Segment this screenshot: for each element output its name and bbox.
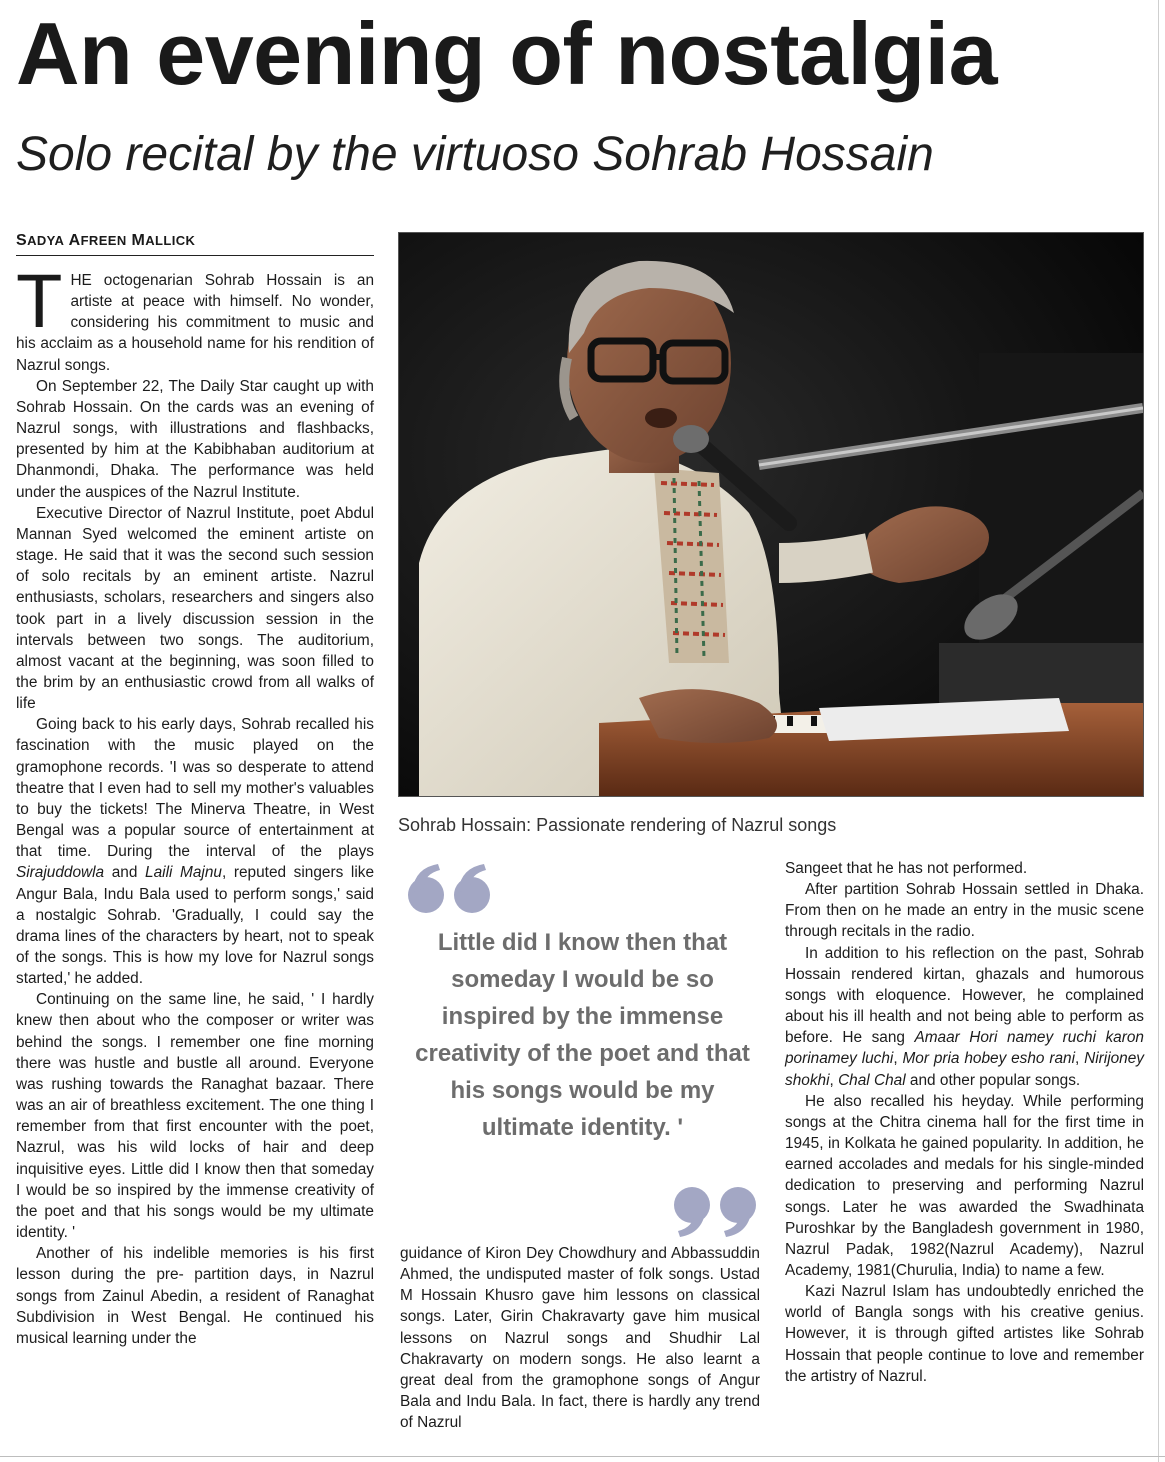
song-title-chal-chal: Chal Chal <box>838 1071 906 1089</box>
byline <box>16 232 374 256</box>
paragraph-4 <box>16 714 374 989</box>
paragraph-8 <box>785 943 1144 1091</box>
article-column-3 <box>785 858 1144 1387</box>
song-title-nirijoney-shokhi: Nirijoney shokhi <box>785 1050 1144 1089</box>
byline-last-rest: ALLICK <box>145 233 196 248</box>
paragraph-4-text-c: , reputed singers like Angur Bala, Indu Bala used to perform songs,' said a nostalgic Sohrab. 'Gradually, I could say the drama lines of the characters by heart, not to speak of the songs. This is how my love for Nazrul songs started,' he added. <box>16 864 375 988</box>
photo-illustration <box>399 233 1143 796</box>
paragraph-3: Executive Director of Nazrul Institute, poet Abdul Mannan Syed welcomed the eminent artiste on stage. He said that it was the second such session of solo recitals by an eminent artiste. Nazrul enthusiasts, scholars, researchers and singers also took part in a lively discussion session in the intervals between two songs. The auditorium, almost vacant at the beginning, was soon filled to the brim by an enthusiastic crowd from all walks of life <box>16 504 374 713</box>
paragraph-4-text-b: and <box>104 864 146 882</box>
paragraph-6-end: Sangeet that he has not performed. <box>785 860 1028 877</box>
paragraph-7: After partition Sohrab Hossain settled in Dhaka. From then on he made an entry in the music scene through recitals in the radio. <box>785 881 1144 941</box>
byline-middle-initial: A <box>68 232 81 249</box>
song-title-amaar-hori: Amaar Hori namey ruchi karon porinamey luchi <box>785 1029 1144 1068</box>
close-quote-icon <box>664 1181 764 1241</box>
separator: , <box>829 1071 839 1089</box>
paragraph-6: Another of his indelible memories is his first lesson during the pre- partition days, in Nazrul songs from Zainul Abedin, a resident of Ranaghat Subdivision in West Bengal. He continued his musical learning under the <box>16 1245 374 1347</box>
play-title-laili-majnu: Laili Majnu <box>145 864 222 882</box>
article-photo <box>398 232 1144 797</box>
paragraph-8-text-a: In addition to his reflection on the past, Sohrab Hossain rendered kirtan, ghazals and humorous songs with eloquence. However, he complained about his ill health and not being able to perform as before. He sang <box>785 944 1144 1047</box>
byline-last-initial: M <box>131 232 146 249</box>
separator: , <box>1075 1050 1085 1068</box>
byline-first-initial: S <box>16 232 28 249</box>
byline-first-rest: ADYA <box>27 233 65 248</box>
paragraph-1 <box>16 259 374 376</box>
paragraph-2: On September 22, The Daily Star caught up with Sohrab Hossain. On the cards was an evening of Nazrul songs, with illustrations and flashbacks, presented by him at the Kabibhaban auditorium at Dhanmondi, Dhaka. The performance was held under the auspices of the Nazrul Institute. <box>16 377 374 501</box>
photo-caption: Sohrab Hossain: Passionate rendering of Nazrul songs <box>398 815 837 835</box>
page-bottom-border <box>0 1456 1165 1457</box>
paragraph-5: Continuing on the same line, he said, ' I hardly knew then about who the composer or writer was behind the songs. I remember one fine morning there was hustle and bustle all around. Everyone was rushing towards the Ranaghat bazaar. There was an air of breathless excitement. The one thing I remember from that first encounter with the poet, Nazrul, was his wild locks of hair and deep inquisitive eyes. Little did I know then that someday I would be so inspired by the immense creativity of the poet and that his songs would be my ultimate identity. ' <box>16 991 374 1242</box>
paragraph-1-text: HE octogenarian Sohrab Hossain is an artiste at peace with himself. No wonder, considering his commitment to music and his acclaim as a household name for his rendition of Nazrul songs. <box>16 272 374 374</box>
byline-middle-rest: FREEN <box>80 233 127 248</box>
subheadline: Solo recital by the virtuoso Sohrab Hossain <box>16 128 934 181</box>
page-right-border <box>1158 0 1159 1462</box>
headline: An evening of nostalgia <box>16 4 998 103</box>
separator: , <box>893 1050 903 1068</box>
paragraph-8-text-e: and other popular songs. <box>905 1071 1081 1089</box>
paragraph-4-text-a: Going back to his early days, Sohrab recalled his fascination with the music played on the gramophone records. 'I was so desperate to attend theatre that I even had to sell my mother's valuables to buy the tickets! The Minerva Theatre, in West Bengal was a popular source of entertainment at that time. During the interval of the plays <box>16 716 374 861</box>
paragraph-6-continued: guidance of Kiron Dey Chowdhury and Abbassuddin Ahmed, the undisputed master of folk songs. Ustad M Hossain Khusro gave him lessons on classical songs. Later, Girin Chakravarty gave him musical lessons on Nazrul songs and Shudhir Lal Chakravarty on modern songs. He also learnt a great deal from the gramophone songs of Angur Bala and Indu Bala. In fact, there is hardly any trend of Nazrul <box>400 1245 760 1432</box>
paragraph-10: Kazi Nazrul Islam has undoubtedly enriched the world of Bangla songs with his creative genius. However, it is through gifted artistes like Sohrab Hossain that people continue to love and remember the artistry of Nazrul. <box>785 1283 1144 1385</box>
pull-quote: Little did I know then that someday I would be so inspired by the immense creativity of the poet and that his songs would be my ultimate identity. ' <box>415 929 750 1141</box>
article-column-2 <box>400 1243 760 1433</box>
paragraph-9: He also recalled his heyday. While performing songs at the Chitra cinema hall for the first time in 1945, in Kolkata he gained popularity. In addition, he earned accolades and medals for his single-minded dedication to preserving and performing Nazrul songs. Later he was awarded the Swadhinata Puroshkar by the Bangladesh government in 1980, Nazrul Padak, 1982(Nazrul Academy), Nazrul Academy, 1981(Churulia, India) to name a few. <box>785 1092 1144 1279</box>
play-title-sirajuddowla: Sirajuddowla <box>16 864 105 882</box>
open-quote-icon <box>402 860 502 920</box>
article-column-1 <box>16 259 375 1349</box>
song-title-mor-pria: Mor pria hobey esho rani <box>902 1050 1075 1068</box>
drop-cap: T <box>16 259 63 344</box>
